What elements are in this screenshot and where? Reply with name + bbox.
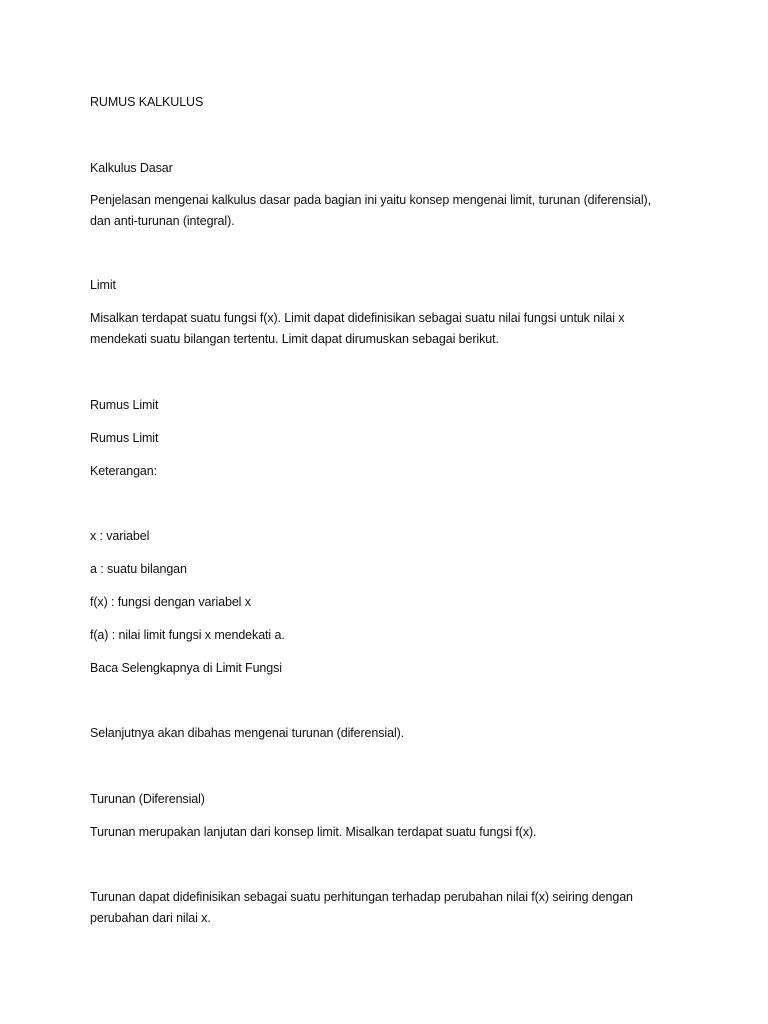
paragraph-next-topic: Selanjutnya akan dibahas mengenai turunan (diferensial).	[90, 726, 405, 740]
paragraph-turunan-definition-line-1: Turunan dapat didefinisikan sebagai suatu perhitungan terhadap perubahan nilai f(x) seiring dengan	[90, 890, 633, 904]
rumus-limit-label-1: Rumus Limit	[90, 398, 159, 412]
section-heading-turunan: Turunan (Diferensial)	[90, 792, 205, 806]
read-more-text: Baca Selengkapnya di Limit Fungsi	[90, 661, 282, 675]
paragraph-turunan-definition-line-2: perubahan dari nilai x.	[90, 911, 211, 925]
list-item-a: a : suatu bilangan	[90, 562, 187, 576]
section-heading-kalkulus-dasar: Kalkulus Dasar	[90, 161, 173, 175]
list-item-fx: f(x) : fungsi dengan variabel x	[90, 595, 251, 609]
document-title: RUMUS KALKULUS	[90, 95, 204, 109]
paragraph-kalkulus-dasar-line-1: Penjelasan mengenai kalkulus dasar pada bagian ini yaitu konsep mengenai limit, turunan (diferensial),	[90, 193, 651, 207]
paragraph-limit-line-1: Misalkan terdapat suatu fungsi f(x). Limit dapat didefinisikan sebagai suatu nilai fungsi untuk nilai x	[90, 311, 625, 325]
section-heading-limit: Limit	[90, 278, 116, 292]
rumus-limit-label-2: Rumus Limit	[90, 431, 159, 445]
keterangan-label: Keterangan:	[90, 464, 158, 478]
list-item-fa: f(a) : nilai limit fungsi x mendekati a.	[90, 628, 285, 642]
list-item-x: x : variabel	[90, 529, 150, 543]
paragraph-limit-line-2: mendekati suatu bilangan tertentu. Limit dapat dirumuskan sebagai berikut.	[90, 332, 499, 346]
paragraph-turunan: Turunan merupakan lanjutan dari konsep limit. Misalkan terdapat suatu fungsi f(x).	[90, 825, 537, 839]
paragraph-kalkulus-dasar-line-2: dan anti-turunan (integral).	[90, 214, 235, 228]
